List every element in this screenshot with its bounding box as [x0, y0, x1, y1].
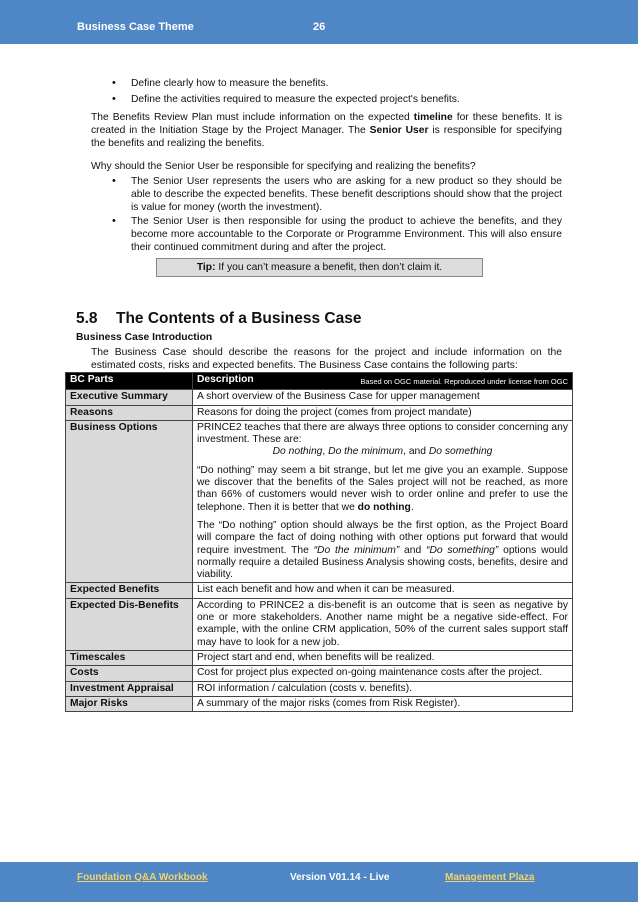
- do-nothing-first: The “Do nothing” option should always be the first option, as the Project Board will compare the fact of doing nothing with other options put forward that would require investment. The “Do the minimum” and “Do something” options would normally require a detailed Business Analysis showing costs, benefits, desire and viability.: [197, 519, 568, 581]
- bullet-icon: •: [112, 215, 116, 227]
- tip-label: Tip:: [196, 262, 216, 273]
- options-list: Do nothing, Do the minimum, and Do something: [272, 446, 493, 458]
- table-row: Investment Appraisal ROI information / calculation (costs v. benefits).: [66, 681, 573, 696]
- bullet-icon: •: [112, 77, 116, 89]
- page-number: 26: [313, 21, 326, 33]
- bullet-icon: •: [112, 93, 116, 105]
- options-intro: PRINCE2 teaches that there are always three options to consider concerning any investment. These are:: [197, 421, 568, 446]
- section-heading: 5.8 The Contents of a Business Case: [76, 310, 362, 327]
- page-header: [0, 0, 638, 44]
- column-header-description: Description Based on OGC material. Reproduced under license from OGC: [193, 373, 573, 390]
- table-row: Timescales Project start and end, when benefits will be realized.: [66, 650, 573, 665]
- list-item: The Senior User represents the users who are asking for a new product so they should be able to describe the expected benefits. These benefit descriptions should show that the project is value for money (worth the investment).: [131, 176, 562, 213]
- table-row: Reasons Reasons for doing the project (comes from project mandate): [66, 405, 573, 420]
- subheading: Business Case Introduction: [76, 332, 213, 343]
- column-header-parts: BC Parts: [66, 373, 193, 390]
- table-row: Business Options PRINCE2 teaches that there are always three options to consider concerning any investment. These are: Do nothing, Do the minimum, and Do something “Do nothing” may seem a bit strange, but let me give you an example. Suppose we discover that the benefits of the Sales project will not be reached, as more than 66% of customers would never wish to order online and prefer to use the telephone. Then it is better that we do nothing. The “Do nothing” option should always be the first option, as the Project Board will compare the fact of doing nothing with other options put forward that would require investment. The “Do the minimum” and “Do something” options would normally require a detailed Business Analysis showing costs, benefits, desire and viability.: [66, 420, 573, 583]
- table-row: Executive Summary A short overview of the Business Case for upper management: [66, 390, 573, 405]
- bullet-icon: •: [112, 175, 116, 187]
- page-footer: [0, 862, 638, 902]
- tip-text: If you can’t measure a benefit, then don’t claim it.: [215, 262, 443, 273]
- list-item: The Senior User is then responsible for using the product to achieve the benefits, and they become more accountable to the Corporate or Programme Environment. This will also ensure their continued commitment during and after the project.: [131, 216, 562, 253]
- business-case-table: [65, 372, 573, 712]
- tip-box: [156, 258, 483, 277]
- question-text: Why should the Senior User be responsible for specifying and realizing the benefits?: [91, 161, 476, 172]
- do-nothing-example: “Do nothing” may seem a bit strange, but let me give you an example. Suppose we discover that the benefits of the Sales project will not be reached, as more than 66% of customers would never wish to order online and prefer to use the telephone. Then it is better that we do nothing.: [197, 464, 568, 513]
- license-credit: Based on OGC material. Reproduced under license from OGC: [360, 377, 568, 386]
- footer-version: Version V01.14 - Live: [290, 872, 390, 883]
- footer-publisher-link[interactable]: Management Plaza: [445, 872, 535, 883]
- footer-workbook-link[interactable]: Foundation Q&A Workbook: [77, 872, 208, 883]
- paragraph-benefits-review: The Benefits Review Plan must include information on the expected timeline for these benefits. It is created in the Initiation Stage by the Project Manager. The Senior User is responsible for specifying the benefits and realizing the benefits.: [91, 112, 562, 149]
- table-row: Expected Benefits List each benefit and how and when it can be measured.: [66, 583, 573, 598]
- table-row: Costs Cost for project plus expected on-going maintenance costs after the project.: [66, 666, 573, 681]
- list-item: Define clearly how to measure the benefits.: [131, 78, 329, 89]
- table-row: Expected Dis-Benefits According to PRINCE2 a dis-benefit is an outcome that is seen as negative by one or more stakeholders. Another name might be a negative side-effect. For example, with the online CRM application, 50% of the current sales support staff may have to look for a new job.: [66, 598, 573, 650]
- table-row: Major Risks A summary of the major risks (comes from Risk Register).: [66, 696, 573, 711]
- header-title: Business Case Theme: [77, 21, 194, 33]
- intro-paragraph: The Business Case should describe the reasons for the project and include information on the estimated costs, risks and expected benefits. The Business Case contains the following parts:: [91, 347, 562, 371]
- list-item: Define the activities required to measure the expected project's benefits.: [131, 94, 460, 105]
- table-header-row: [66, 373, 573, 390]
